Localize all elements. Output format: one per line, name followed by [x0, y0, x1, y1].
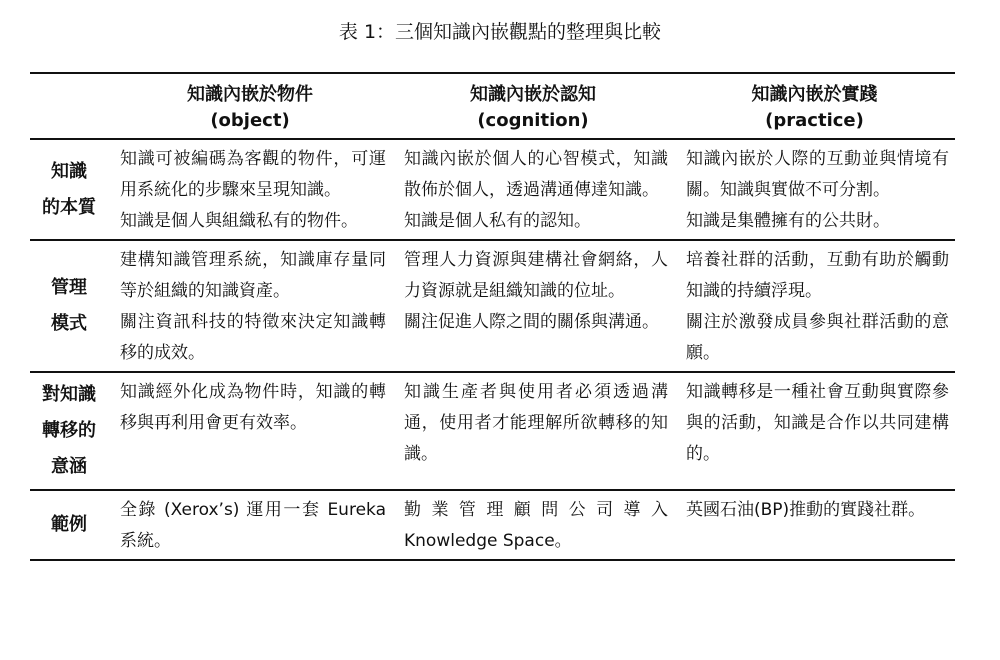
cell-nature-practice: [674, 139, 955, 240]
cell-transfer-object: [108, 372, 392, 490]
table-row: [30, 490, 955, 560]
table-row: [30, 372, 955, 490]
cell-paragraph: 培養社群的活動，互動有助於觸動知識的持續浮現。: [686, 250, 949, 301]
cell-paragraph: 建構知識管理系統，知識庫存量同等於組織的知識資產。: [120, 250, 386, 301]
cell-example-practice: [674, 490, 955, 560]
cell-paragraph: 全錄 (Xerox’s) 運用一套 Eureka 系統。: [120, 500, 386, 551]
cell-paragraph: 勤業管理顧問公司導入 Knowledge Space。: [404, 500, 668, 551]
cell-transfer-practice: [674, 372, 955, 490]
cell-nature-object: [108, 139, 392, 240]
cell-management-object: [108, 240, 392, 372]
cell-paragraph: 關注於激發成員參與社群活動的意願。: [686, 312, 949, 363]
cell-nature-cognition: [392, 139, 674, 240]
cell-paragraph: 知識是集體擁有的公共財。: [686, 211, 890, 231]
cell-paragraph: 關注促進人際之間的關係與溝通。: [404, 312, 659, 332]
row-label-example: [30, 490, 108, 560]
row-label-management: [30, 240, 108, 372]
header-practice: [674, 73, 955, 139]
header-object: [108, 73, 392, 139]
header-practice-en: (practice): [765, 110, 864, 131]
cell-management-cognition: [392, 240, 674, 372]
row-label-transfer: [30, 372, 108, 490]
cell-example-cognition: [392, 490, 674, 560]
cell-example-object: [108, 490, 392, 560]
header-corner: [30, 73, 108, 139]
row-label-line: 範例: [51, 514, 87, 535]
cell-paragraph: 知識生產者與使用者必須透過溝通，使用者才能理解所欲轉移的知識。: [404, 382, 668, 464]
row-label-line: 轉移的: [42, 420, 96, 441]
cell-paragraph: 英國石油(BP)推動的實踐社群。: [686, 500, 926, 520]
cell-paragraph: 知識轉移是一種社會互動與實際參與的活動，知識是合作以共同建構的。: [686, 382, 949, 464]
cell-management-practice: [674, 240, 955, 372]
row-label-line: 模式: [51, 313, 87, 334]
row-label-line: 對知識: [42, 384, 96, 405]
row-label-line: 管理: [51, 277, 87, 298]
header-cognition-en: (cognition): [477, 110, 589, 131]
cell-paragraph: 管理人力資源與建構社會網絡，人力資源就是組織知識的位址。: [404, 250, 668, 301]
header-row: [30, 73, 955, 139]
table-row: [30, 139, 955, 240]
row-label-line: 意涵: [51, 456, 87, 477]
header-object-zh: 知識內嵌於物件: [187, 84, 313, 105]
comparison-table: [30, 72, 955, 561]
header-cognition-zh: 知識內嵌於認知: [470, 84, 596, 105]
cell-paragraph: 知識是個人私有的認知。: [404, 211, 591, 231]
row-label-line: 的本質: [42, 196, 96, 218]
cell-paragraph: 知識內嵌於人際的互動並與情境有關。知識與實做不可分割。: [686, 149, 949, 200]
table-caption: 表 1：三個知識內嵌觀點的整理與比較: [338, 21, 662, 43]
row-label-line: 知識: [51, 160, 87, 182]
cell-paragraph: 知識可被編碼為客觀的物件，可運用系統化的步驟來呈現知識。: [120, 149, 386, 200]
header-object-en: (object): [210, 110, 290, 131]
header-practice-zh: 知識內嵌於實踐: [751, 84, 878, 105]
cell-paragraph: 關注資訊科技的特徵來決定知識轉移的成效。: [120, 312, 386, 363]
cell-paragraph: 知識經外化成為物件時，知識的轉移與再利用會更有效率。: [120, 382, 386, 433]
row-label-nature: [30, 139, 108, 240]
cell-paragraph: 知識內嵌於個人的心智模式，知識散佈於個人，透過溝通傳達知識。: [404, 149, 668, 200]
cell-paragraph: 知識是個人與組織私有的物件。: [120, 211, 358, 231]
table-row: [30, 240, 955, 372]
header-cognition: [392, 73, 674, 139]
cell-transfer-cognition: [392, 372, 674, 490]
